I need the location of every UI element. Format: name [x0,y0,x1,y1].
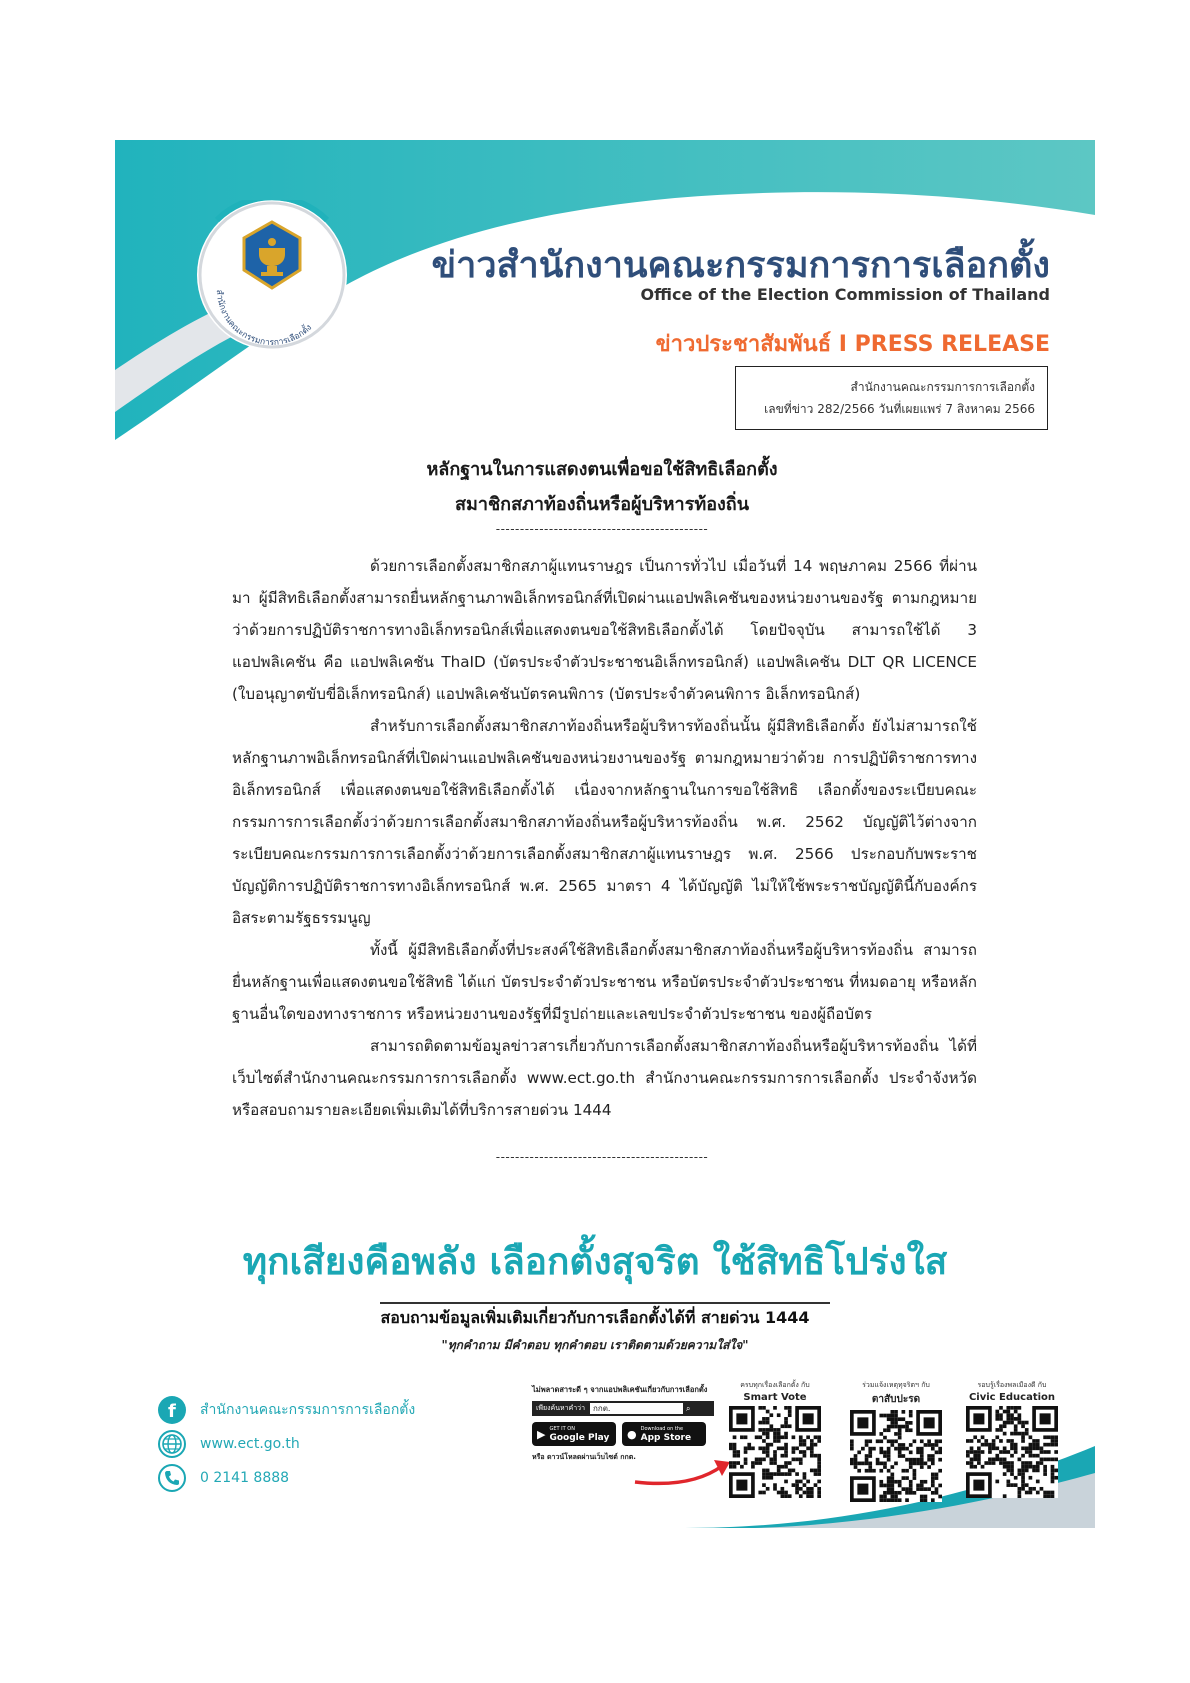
qr-code-icon [966,1406,1058,1498]
qr-title: ตาสับปะรด [871,1394,921,1405]
hotline-quote: "ทุกคำถาม มีคำตอบ ทุกคำตอบ เราติดตามด้วยความใส่ใจ" [441,1338,749,1352]
apple-icon: ● [627,1427,637,1441]
release-number-date: เลขที่ข่าว 282/2566 วันที่เผยแพร่ 7 สิงหาคม 2566 [764,402,1035,416]
paragraph-3: ทั้งนี้ ผู้มีสิทธิเลือกตั้งที่ประสงค์ใช้สิทธิเลือกตั้งสมาชิกสภาท้องถิ่นหรือผู้บริหารท้องถิ่น สามารถยื่นหลักฐานเพื่อแสดงตนขอใช้สิทธิ ได้แก่ บัตรประจำตัวประชาชน หรือบัตรประจำตัวประชาชน ที่หมดอายุ หรือหลักฐานอื่นใดของทางราชการ หรือหน่วยงานของรัฐที่มีรูปถ่ายและเลขประจำตัวประชาชน ของผู้ถือบัตร [232,941,977,1023]
logo-text: สำนักงานคณะกรรมการการเลือกตั้ง [213,289,315,348]
paragraph-4: สามารถติดตามข้อมูลข่าวสารเกี่ยวกับการเลือกตั้งสมาชิกสภาท้องถิ่นหรือผู้บริหารท้องถิ่น ได้ที่เว็บไซต์สำนักงานคณะกรรมการการเลือกตั้ง www.ect.go.th สำนักงานคณะกรรมการการเลือกตั้ง ประจำจังหวัด หรือสอบถามรายละเอียดเพิ่มเติมได้ที่บริการสายด่วน 1444 [232,1037,977,1119]
qr-caption: ครบทุกเรื่องเลือกตั้ง กับ [740,1381,810,1389]
app-store-small: Download on the [640,1426,684,1432]
qr-caption: ร่วมแจ้งเหตุทุจริตฯ กับ [862,1381,930,1389]
title-separator: -------------------------------------------- [495,522,709,536]
app-website-note: หรือ ดาวน์โหลดผ่านเว็บไซต์ กกต. [532,1453,636,1461]
app-store-label: App Store [640,1433,692,1443]
app-search-label: เพียงค้นหาคำว่า [536,1404,586,1412]
header-title-th: ข่าวสำนักงานคณะกรรมการการเลือกตั้ง [431,245,1050,286]
google-play-label: Google Play [549,1433,610,1443]
release-office: สำนักงานคณะกรรมการการเลือกตั้ง [850,380,1035,394]
phone-icon [158,1464,186,1492]
campaign-slogan: ทุกเสียงคือพลัง เลือกตั้งสุจริต ใช้สิทธิโปร่งใส [242,1240,948,1283]
header-title-en: Office of the Election Commission of Thailand [640,285,1050,304]
paragraph-2: สำหรับการเลือกตั้งสมาชิกสภาท้องถิ่นหรือผู้บริหารท้องถิ่นนั้น ผู้มีสิทธิเลือกตั้ง ยังไม่สามารถใช้หลักฐานภาพอิเล็กทรอนิกส์ที่เปิดผ่านแอปพลิเคชันของหน่วยงานของรัฐ ตามกฎหมายว่าด้วย การปฏิบัติราชการทางอิเล็กทรอนิกส์ เพื่อแสดงตนขอใช้สิทธิเลือกตั้งได้ เนื่องจากหลักฐานในการขอใช้สิทธิ เลือกตั้งของระเบียบคณะกรรมการการเลือกตั้งว่าด้วยการเลือกตั้งสมาชิกสภาท้องถิ่นหรือผู้บริหารท้องถิ่น พ.ศ. 2562 บัญญัติไว้ต่างจากระเบียบคณะกรรมการการเลือกตั้งว่าด้วยการเลือกตั้งสมาชิกสภาผู้แทนราษฎร พ.ศ. 2566 ประกอบกับพระราชบัญญัติการปฏิบัติราชการทางอิเล็กทรอนิกส์ พ.ศ. 2565 มาตรา 4 ได้บัญญัติ ไม่ให้ใช้พระราชบัญญัตินี้กับองค์กรอิสระตามรัฐธรรมนูญ [232,717,977,927]
contact-facebook[interactable] [158,1396,415,1424]
contact-phone[interactable] [158,1464,289,1492]
google-play-button[interactable] [532,1422,616,1446]
app-heading: ไม่พลาดสาระดี ๆ จากแอปพลิเคชันเกี่ยวกับการเลือกตั้ง [532,1385,708,1394]
paragraph-1: ด้วยการเลือกตั้งสมาชิกสภาผู้แทนราษฎร เป็นการทั่วไป เมื่อวันที่ 14 พฤษภาคม 2566 ที่ผ่านมา ผู้มีสิทธิเลือกตั้งสามารถยื่นหลักฐานภาพอิเล็กทรอนิกส์ที่เปิดผ่านแอปพลิเคชันของหน่วยงานของรัฐ ตามกฎหมายว่าด้วยการปฏิบัติราชการทางอิเล็กทรอนิกส์เพื่อแสดงตนขอใช้สิทธิเลือกตั้งได้ โดยปัจจุบัน สามารถใช้ได้ 3 แอปพลิเคชัน คือ แอปพลิเคชัน ThaID (บัตรประจำตัวประชาชนอิเล็กทรอนิกส์) แอปพลิเคชัน DLT QR LICENCE (ใบอนุญาตขับขี่อิเล็กทรอนิกส์) แอปพลิเคชันบัตรคนพิการ (บัตรประจำตัวคนพิการ อิเล็กทรอนิกส์) [232,557,977,703]
google-play-icon: ▶ [537,1427,546,1441]
hotline-text: สอบถามข้อมูลเพิ่มเติมเกี่ยวกับการเลือกตั้งได้ที่ สายด่วน 1444 [380,1308,810,1327]
contact-website[interactable] [158,1430,300,1458]
qr-caption: รอบรู้เรื่องพลเมืองดี กับ [977,1381,1047,1389]
qr-title: Civic Education [968,1392,1056,1403]
qr-civic-education[interactable] [956,1380,1068,1498]
app-store-button[interactable] [622,1422,706,1446]
qr-code-icon [729,1406,821,1498]
search-icon: ⌕ [686,1403,691,1413]
contact-website-text: www.ect.go.th [200,1436,300,1452]
qr-title: Smart Vote [743,1392,807,1403]
document-title-line1: หลักฐานในการแสดงตนเพื่อขอใช้สิทธิเลือกตั้ง [426,459,778,480]
qr-smart-vote[interactable] [719,1380,831,1498]
release-info-box [735,366,1048,430]
google-play-small: GET IT ON [549,1426,575,1432]
press-release-label: ข่าวประชาสัมพันธ์ I PRESS RELEASE [655,332,1050,357]
document-title-line2: สมาชิกสภาท้องถิ่นหรือผู้บริหารท้องถิ่น [455,494,749,515]
facebook-icon [158,1396,186,1424]
app-search-bar [532,1401,714,1416]
app-search-field: กกต. [590,1403,683,1414]
contact-facebook-text: สำนักงานคณะกรรมการการเลือกตั้ง [200,1402,416,1418]
document-body [232,550,977,1126]
qr-ta-sapparot[interactable] [840,1380,952,1502]
qr-code-icon [850,1410,942,1502]
globe-icon [158,1430,186,1458]
end-separator: -------------------------------------------- [495,1150,709,1164]
hotline-divider [380,1302,830,1304]
svg-text:f: f [168,1401,176,1422]
document-title [232,452,972,522]
ect-logo [197,200,347,350]
contact-phone-text: 0 2141 8888 [200,1470,290,1486]
